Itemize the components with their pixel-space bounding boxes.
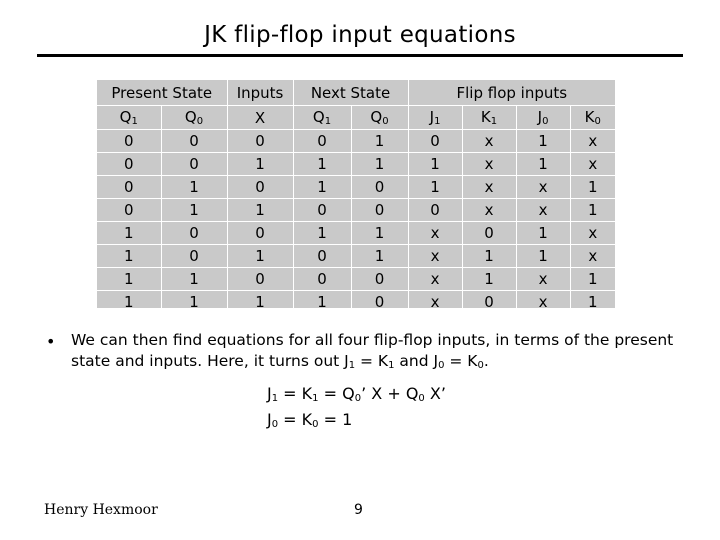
- table-cell: 0: [97, 199, 161, 222]
- bullet-text-part: = K: [444, 352, 478, 370]
- footer-author: Henry Hexmoor: [44, 502, 158, 518]
- table-cell: x: [408, 222, 462, 245]
- table-cell: 1: [351, 153, 408, 176]
- table-cell: 1: [516, 245, 570, 268]
- table-cell: 1: [97, 245, 161, 268]
- table-cell: x: [408, 291, 462, 314]
- table-cell: 1: [516, 222, 570, 245]
- table-cell: 0: [227, 268, 293, 291]
- header-next-state: Next State: [293, 80, 408, 106]
- page-number: 9: [354, 502, 363, 518]
- table-cell: x: [570, 130, 615, 153]
- table-cell: 1: [227, 153, 293, 176]
- table-cell: x: [570, 222, 615, 245]
- bullet-text-part: .: [483, 352, 489, 370]
- table-cell: 0: [293, 130, 351, 153]
- table-cell: 0: [227, 130, 293, 153]
- table-cell: 1: [97, 222, 161, 245]
- table-cell: 1: [462, 268, 516, 291]
- table-row: [97, 222, 615, 245]
- column-header-k1-6: $K_1$: [462, 106, 516, 130]
- table-cell: 1: [408, 176, 462, 199]
- table-cell: 1: [570, 199, 615, 222]
- header-present-state: Present State: [111, 83, 213, 102]
- table-cell: x: [462, 130, 516, 153]
- table-cell: 1: [351, 245, 408, 268]
- table-cell: 0: [161, 245, 227, 268]
- table-cell: 0: [462, 222, 516, 245]
- column-header-q1-3: $Q_1$: [293, 106, 351, 130]
- table-cell: 1: [161, 291, 227, 314]
- table-cell: 1: [570, 176, 615, 199]
- column-header-q0-4: $Q_0$: [351, 106, 408, 130]
- table-cell: 1: [227, 199, 293, 222]
- table-cell: x: [570, 153, 615, 176]
- table-cell: 0: [161, 222, 227, 245]
- bullet-point: •: [46, 332, 56, 351]
- table-row: [97, 245, 615, 268]
- table-cell: x: [462, 153, 516, 176]
- bullet-text: [71, 330, 691, 376]
- table-cell: 0: [227, 176, 293, 199]
- table-row: [97, 199, 615, 222]
- table-cell: x: [462, 199, 516, 222]
- table-cell: 1: [227, 245, 293, 268]
- table-cell: 1: [570, 268, 615, 291]
- table-cell: 1: [161, 199, 227, 222]
- table-cell: 0: [293, 199, 351, 222]
- table-cell: 0: [462, 291, 516, 314]
- bullet-text-part: We can then find equations for all four flip-flop inputs, in terms of the present state and inputs. Here, it turns out J: [71, 331, 674, 370]
- title-underline: [37, 54, 683, 57]
- table-row: [97, 291, 615, 314]
- table-cell: 0: [408, 130, 462, 153]
- column-header-j0-7: $J_0$: [516, 106, 570, 130]
- equation-j0-k0: $J_0 = K_0 = 1$: [267, 410, 353, 430]
- table-row: [97, 176, 615, 199]
- column-header-x-2: X: [227, 106, 293, 130]
- table-cell: x: [570, 245, 615, 268]
- table-cell: 1: [293, 291, 351, 314]
- table-cell: x: [516, 291, 570, 314]
- table-cell: 0: [351, 291, 408, 314]
- sub-1: 1: [388, 360, 395, 371]
- table-cell: 0: [97, 176, 161, 199]
- table-row: [97, 153, 615, 176]
- sub-0: 0: [477, 360, 484, 371]
- table-cell: x: [516, 199, 570, 222]
- table-cell: x: [516, 176, 570, 199]
- table-cell: 1: [408, 153, 462, 176]
- table-cell: 0: [408, 199, 462, 222]
- table-cell: 1: [351, 222, 408, 245]
- table-cell: x: [408, 268, 462, 291]
- table-cell: 0: [97, 130, 161, 153]
- table-cell: 0: [161, 153, 227, 176]
- bullet-text-part: = K: [355, 352, 389, 370]
- table-row: [97, 130, 615, 153]
- table-cell: x: [408, 245, 462, 268]
- table-cell: 1: [161, 176, 227, 199]
- sub-1: 1: [348, 360, 356, 371]
- sub-0: 0: [438, 360, 445, 371]
- table-cell: 1: [570, 291, 615, 314]
- state-table-container: [97, 80, 615, 311]
- table-cell: 1: [227, 291, 293, 314]
- column-header-q1-0: $Q_1$: [97, 106, 161, 130]
- column-header-k0-8: $K_0$: [570, 106, 615, 130]
- table-cell: 0: [351, 268, 408, 291]
- table-cell: 1: [97, 291, 161, 314]
- slide-title: JK flip-flop input equations: [204, 22, 516, 48]
- table-cell: 0: [227, 222, 293, 245]
- table-cell: 0: [293, 268, 351, 291]
- table-cell: 1: [351, 130, 408, 153]
- table-cell: 1: [97, 268, 161, 291]
- table-cell: 0: [97, 153, 161, 176]
- header-inputs: Inputs: [227, 80, 293, 106]
- table-cell: 1: [516, 130, 570, 153]
- bullet-text-part: and J: [394, 352, 439, 370]
- table-cell: 0: [351, 176, 408, 199]
- table-cell: 0: [351, 199, 408, 222]
- table-cell: 1: [161, 268, 227, 291]
- table-cell: 1: [462, 245, 516, 268]
- column-header-q0-1: $Q_0$: [161, 106, 227, 130]
- table-cell: 0: [161, 130, 227, 153]
- equation-j1-k1: $J_1 = K_1 = Q_0$’ $X + Q_0$ X’: [267, 384, 446, 404]
- table-cell: 0: [293, 245, 351, 268]
- table-cell: x: [462, 176, 516, 199]
- column-header-row: [97, 106, 615, 130]
- header-flip-flop-inputs: Flip flop inputs: [408, 80, 615, 106]
- table-cell: 1: [516, 153, 570, 176]
- table-cell: x: [516, 268, 570, 291]
- table-row: [97, 268, 615, 291]
- table-cell: 1: [293, 153, 351, 176]
- table-cell: 1: [293, 222, 351, 245]
- table-cell: 1: [293, 176, 351, 199]
- table-body: [97, 130, 615, 314]
- column-header-j1-5: $J_1$: [408, 106, 462, 130]
- state-table: [97, 80, 615, 313]
